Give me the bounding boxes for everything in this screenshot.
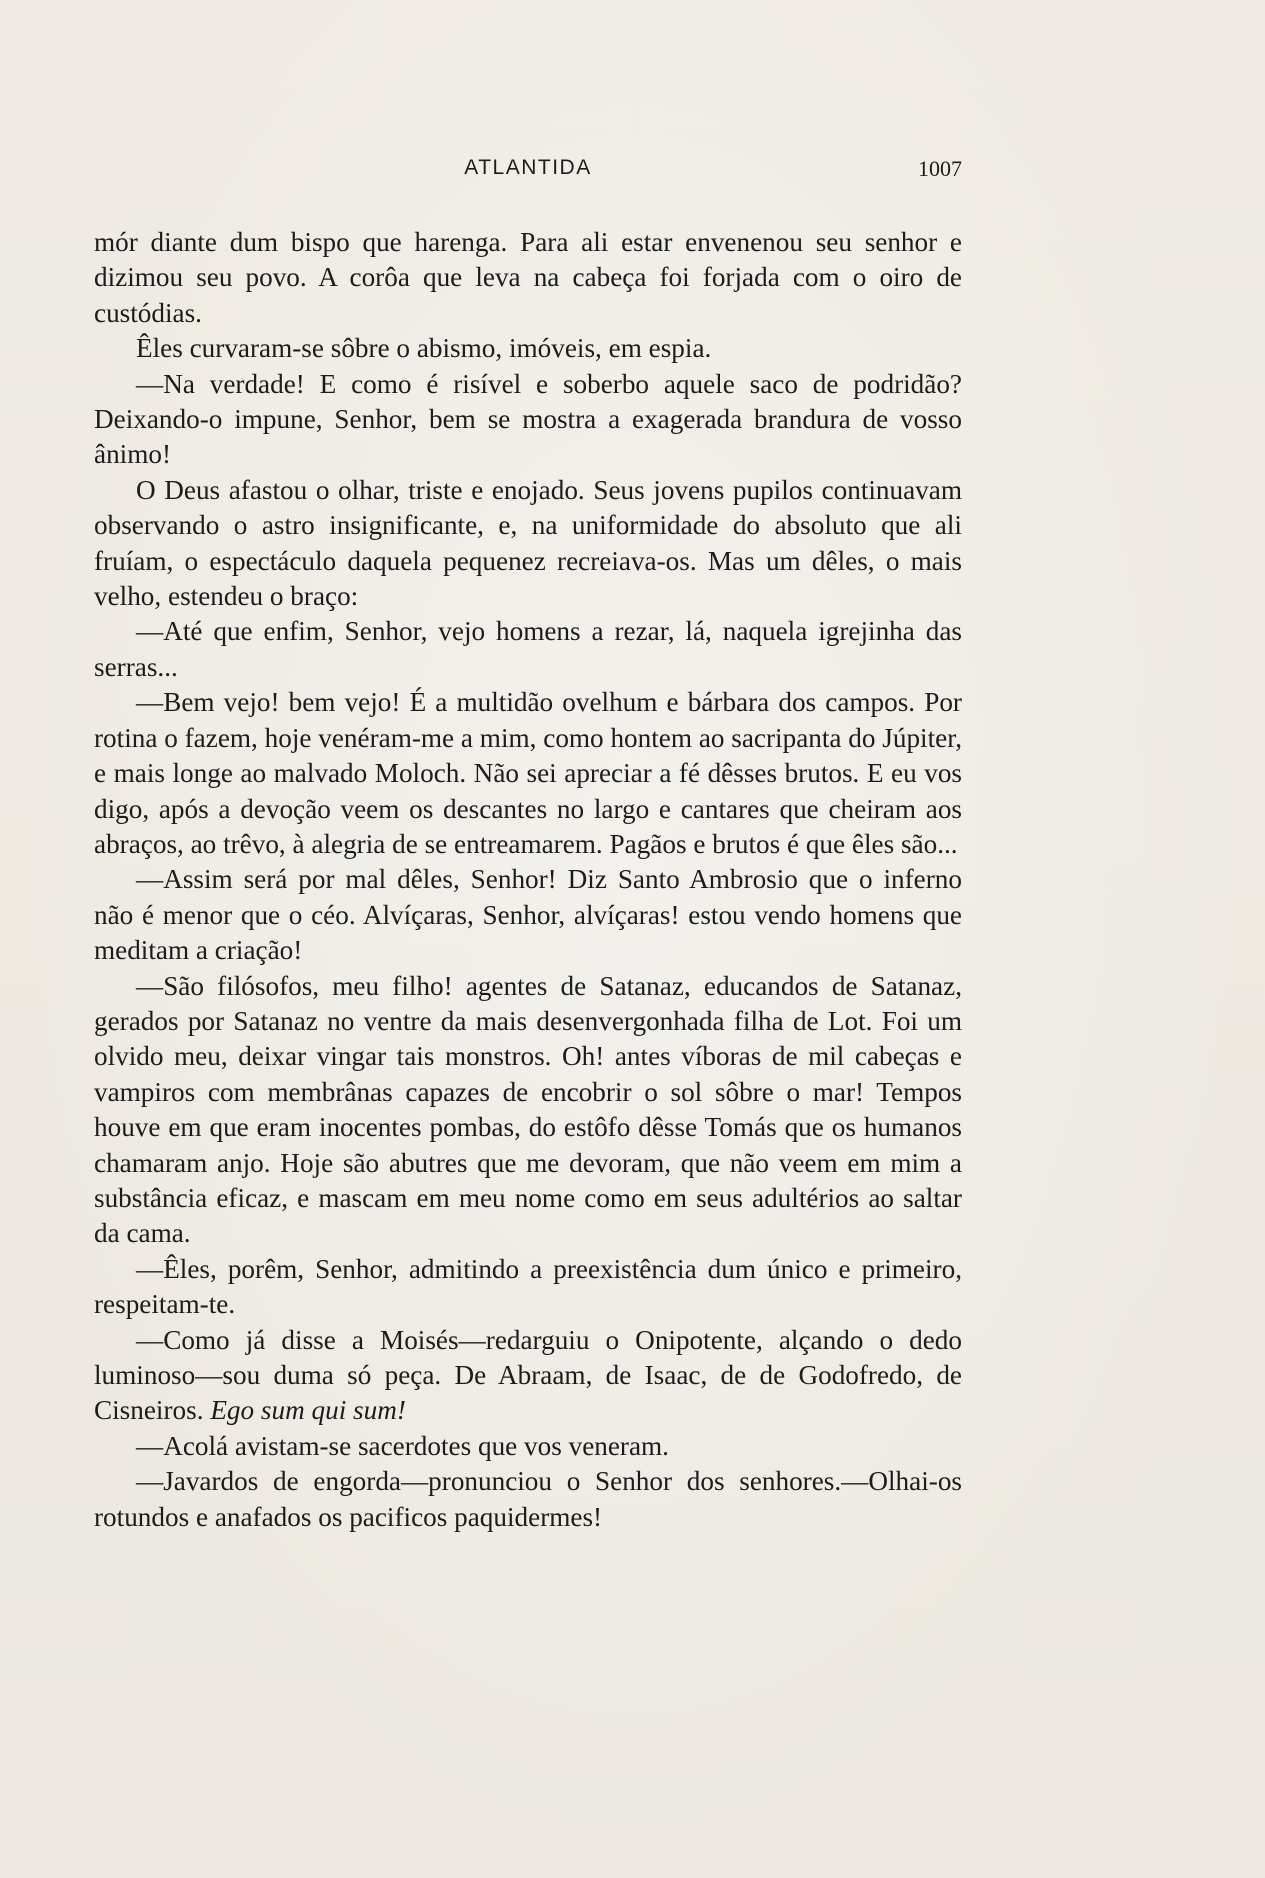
latin-quote: Ego sum qui sum! (210, 1395, 406, 1426)
paragraph: —Assim será por mal dêles, Senhor! Diz Santo Ambrosio que o inferno não é menor que o céo. Alvíçaras, Senhor, alvíçaras! estou vendo homens que meditam a criação! (94, 864, 962, 966)
running-title: ATLANTIDA (464, 156, 592, 179)
paragraph: —Bem vejo! bem vejo! É a multidão ovelhum e bárbara dos campos. Por rotina o fazem, hoje venéram-me a mim, como hontem ao sacripanta do Júpiter, e mais longe ao malvado Moloch. Não sei apreciar a fé dêsses brutos. E eu vos digo, após a devoção veem os descantes no largo e cantares que cheiram aos abraços, ao trêvo, à alegria de se entreamarem. Pagãos e brutos é que êles são... (94, 687, 962, 859)
paragraph: —Êles, porêm, Senhor, admitindo a preexistência dum único e primeiro, respeitam-te. (94, 1253, 962, 1320)
body-text (94, 225, 962, 1535)
paragraph: —Na verdade! E como é risível e soberbo aquele saco de podridão? Deixando-o impune, Senhor, bem se mostra a exagerada brandura de vosso ânimo! (94, 368, 962, 470)
page-number: 1007 (918, 156, 962, 181)
paragraph: —Acolá avistam-se sacerdotes que vos veneram. (136, 1430, 669, 1461)
paragraph: —Até que enfim, Senhor, vejo homens a rezar, lá, naquela igrejinha das serras... (94, 616, 962, 682)
paragraph-text: —Como já disse a Moisés—redarguiu o Onipotente, alçando o dedo luminoso—sou duma só peça. De Abraam, de Isaac, de de Godofredo, de Cisneiros. (94, 1324, 962, 1426)
paragraph: —Javardos de engorda—pronunciou o Senhor dos senhores.—Olhai-os rotundos e anafados os pacificos paquidermes! (94, 1466, 962, 1532)
paragraph: —São filósofos, meu filho! agentes de Satanaz, educandos de Satanaz, gerados por Satanaz no ventre da mais desenvergonhada filha de Lot. Foi um olvido meu, deixar vingar tais monstros. Oh! antes víboras de mil cabeças e vampiros com membrânas capazes de encobrir o sol sôbre o mar! Tempos houve em que eram inocentes pombas, do estôfo dêsse Tomás que os humanos chamaram anjo. Hoje são abutres que me devoram, que não veem em mim a substância eficaz, e mascam em meu nome como em seus adultérios ao saltar da cama. (94, 970, 962, 1249)
paragraph: mór diante dum bispo que harenga. Para ali estar envenenou seu senhor e dizimou seu povo. A corôa que leva na cabeça foi forjada com o oiro de custódias. (94, 227, 962, 328)
paragraph: Êles curvaram-se sôbre o abismo, imóveis, em espia. (136, 333, 712, 364)
paragraph (94, 1323, 962, 1429)
paragraph: O Deus afastou o olhar, triste e enojado. Seus jovens pupilos continuavam observando o astro insignificante, e, na uniformidade do absoluto que ali fruíam, o espectáculo daquela pequenez recreiava-os. Mas um dêles, o mais velho, estendeu o braço: (94, 474, 962, 612)
page-header (94, 156, 962, 186)
